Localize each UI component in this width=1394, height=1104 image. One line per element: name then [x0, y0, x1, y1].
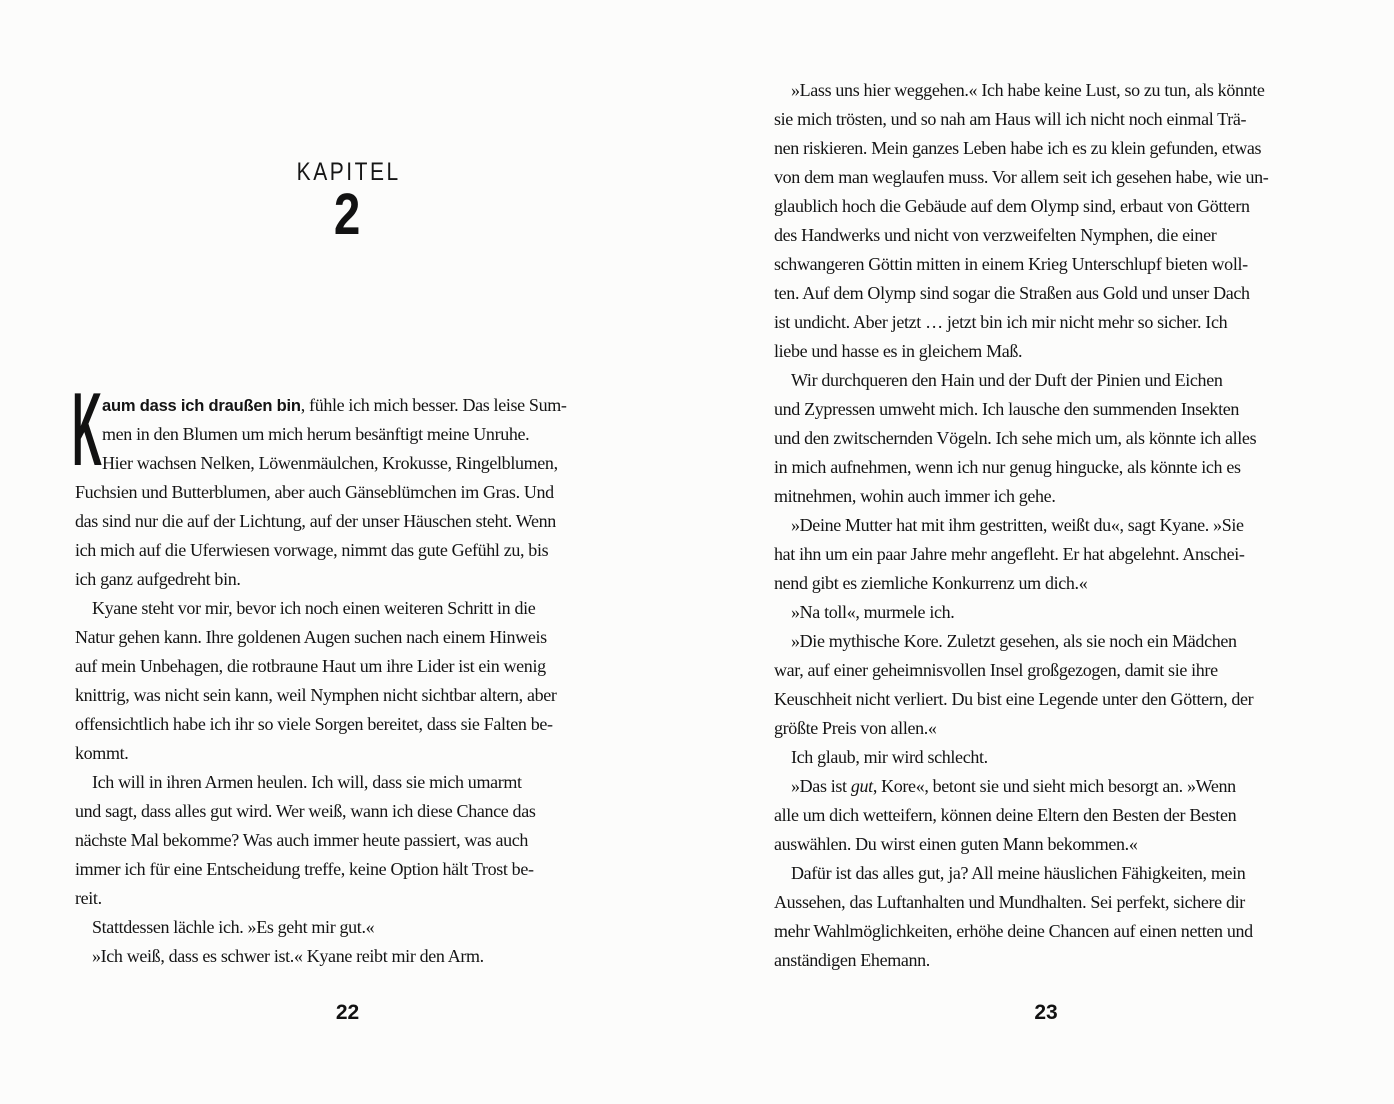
paragraph	[774, 859, 1318, 975]
text-line: mehr Wahlmöglichkeiten, erhöhe deine Chancen auf einen netten und	[774, 921, 1253, 941]
text-line: mitnehmen, wohin auch immer ich gehe.	[774, 486, 1056, 506]
text-line: »Na toll«, murmele ich.	[791, 602, 955, 622]
text-line: liebe und hasse es in gleichem Maß.	[774, 341, 1023, 361]
text-line: ten. Auf dem Olymp sind sogar die Straßen aus Gold und unser Dach	[774, 283, 1250, 303]
text-line: von dem man weglaufen muss. Vor allem seit ich gesehen habe, wie un-	[774, 167, 1269, 187]
text-line: anständigen Ehemann.	[774, 950, 930, 970]
italic-word: gut	[850, 776, 873, 796]
text-line: »Das ist gut, Kore«, betont sie und sieht mich besorgt an. »Wenn	[791, 776, 1236, 796]
text-line: hat ihn um ein paar Jahre mehr angefleht. Er hat abgelehnt. Anschei-	[774, 544, 1245, 564]
text-line: ist undicht. Aber jetzt … jetzt bin ich mir nicht mehr so sicher. Ich	[774, 312, 1228, 332]
text-line: »Die mythische Kore. Zuletzt gesehen, als sie noch ein Mädchen	[791, 631, 1237, 651]
paragraph	[75, 768, 620, 913]
text-line: offensichtlich habe ich ihr so viele Sorgen bereitet, dass sie Falten be-	[75, 714, 553, 734]
page-number-left: 22	[335, 1001, 360, 1024]
paragraph	[774, 627, 1318, 743]
text-line: sie mich trösten, und so nah am Haus will ich nicht noch einmal Trä-	[774, 109, 1247, 129]
paragraph	[774, 511, 1318, 598]
paragraph	[774, 743, 1318, 772]
page-number-right: 23	[1034, 1001, 1058, 1024]
paragraph	[75, 913, 620, 942]
text-line: alle um dich wetteifern, können deine Eltern den Besten der Besten	[774, 805, 1237, 825]
text-line: kommt.	[75, 743, 129, 763]
text-line: in mich aufnehmen, wenn ich nur genug hingucke, als könnte ich es	[774, 457, 1241, 477]
text-line: Fuchsien und Butterblumen, aber auch Gänseblümchen im Gras. Und	[75, 482, 554, 502]
text-line: und sagt, dass alles gut wird. Wer weiß, wann ich diese Chance das	[75, 801, 536, 821]
text-line: das sind nur die auf der Lichtung, auf der unser Häuschen steht. Wenn	[75, 511, 556, 531]
text-line: nächste Mal bekomme? Was auch immer heute passiert, was auch	[75, 830, 529, 850]
text-line: und Zypressen umweht mich. Ich lausche den summenden Insekten	[774, 399, 1240, 419]
text-line: Wir durchqueren den Hain und der Duft der Pinien und Eichen	[791, 370, 1223, 390]
text-line: Dafür ist das alles gut, ja? All meine häuslichen Fähigkeiten, mein	[791, 863, 1246, 883]
text-line: »Deine Mutter hat mit ihm gestritten, weißt du«, sagt Kyane. »Sie	[791, 515, 1244, 535]
text-line: Kyane steht vor mir, bevor ich noch einen weiteren Schritt in die	[92, 598, 536, 618]
text-line: immer ich für eine Entscheidung treffe, keine Option hält Trost be-	[75, 859, 534, 879]
left-page-text	[72, 372, 620, 971]
text-line: schwangeren Göttin mitten in einem Krieg Unterschlupf bieten woll-	[774, 254, 1248, 274]
text-line: Stattdessen lächle ich. »Es geht mir gut.«	[92, 917, 375, 937]
chapter-number: 2	[334, 182, 361, 247]
text-line: men in den Blumen um mich herum besänftigt meine Unruhe.	[102, 424, 530, 444]
text-line: war, auf einer geheimnisvollen Insel großgezogen, damit sie ihre	[774, 660, 1218, 680]
text-line: nend gibt es ziemliche Konkurrenz um dich.«	[774, 573, 1088, 593]
text-line: Natur gehen kann. Ihre goldenen Augen suchen nach einem Hinweis	[75, 627, 547, 647]
paragraph	[774, 76, 1318, 366]
right-page-text	[774, 76, 1318, 975]
lead-in-bold: aum dass ich draußen bin	[102, 397, 301, 415]
paragraph	[75, 594, 620, 768]
text-line: knittrig, was nicht sein kann, weil Nymphen nicht sichtbar altern, aber	[75, 685, 557, 705]
paragraph	[75, 942, 620, 971]
paragraph	[774, 772, 1318, 859]
text-line: »Ich weiß, dass es schwer ist.« Kyane reibt mir den Arm.	[92, 946, 484, 966]
text-line: Aussehen, das Luftanhalten und Mundhalten. Sei perfekt, sichere dir	[774, 892, 1245, 912]
text-line: »Lass uns hier weggehen.« Ich habe keine Lust, so zu tun, als könnte	[791, 80, 1265, 100]
text-line: Ich glaub, mir wird schlecht.	[791, 747, 988, 767]
text-line: aum dass ich draußen bin, fühle ich mich besser. Das leise Sum-	[102, 395, 567, 415]
text-line: auf mein Unbehagen, die rotbraune Haut um ihre Lider ist ein wenig	[75, 656, 546, 676]
text-line: und den zwitschernden Vögeln. Ich sehe mich um, als könnte ich alles	[774, 428, 1257, 448]
text-line: auswählen. Du wirst einen guten Mann bekommen.«	[774, 834, 1138, 854]
paragraph	[774, 598, 1318, 627]
text-line: reit.	[75, 888, 102, 908]
chapter-number-row	[75, 182, 620, 247]
text-line: Hier wachsen Nelken, Löwenmäulchen, Krokusse, Ringelblumen,	[102, 453, 558, 473]
text-line: des Handwerks und nicht von verzweifelten Nymphen, die einer	[774, 225, 1217, 245]
chapter-heading	[75, 158, 620, 247]
text-line: ich mich auf die Uferwiesen vorwage, nimmt das gute Gefühl zu, bis	[75, 540, 549, 560]
text-line: ich ganz aufgedreht bin.	[75, 569, 241, 589]
text-line: Keuschheit nicht verliert. Du bist eine Legende unter den Göttern, der	[774, 689, 1254, 709]
paragraph	[774, 366, 1318, 511]
chapter-label: KAPITEL	[296, 158, 401, 186]
text-line: nen riskieren. Mein ganzes Leben habe ich es zu klein gefunden, etwas	[774, 138, 1262, 158]
paragraph	[72, 372, 620, 594]
text-line: größte Preis von allen.«	[774, 718, 937, 738]
drop-cap: K	[72, 372, 103, 488]
text-line: glaublich hoch die Gebäude auf dem Olymp sind, erbaut von Göttern	[774, 196, 1250, 216]
text-line: Ich will in ihren Armen heulen. Ich will, dass sie mich umarmt	[92, 772, 522, 792]
